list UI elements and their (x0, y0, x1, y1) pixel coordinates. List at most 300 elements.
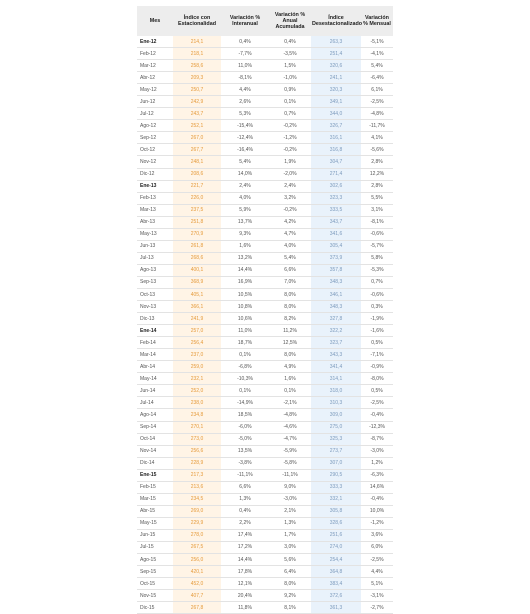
cell-variacion-acumulada: 0,4% (269, 36, 311, 48)
table-row (137, 469, 393, 481)
cell-variacion-interanual: 11,8% (221, 602, 269, 614)
cell-mes: May-12 (137, 84, 173, 96)
cell-indice-desestacionalizado: 373,9 (311, 252, 361, 264)
table-row (137, 84, 393, 96)
cell-variacion-acumulada: 8,0% (269, 349, 311, 361)
cell-variacion-interanual: 4,4% (221, 84, 269, 96)
cell-indice-estacionalidad: 268,6 (173, 252, 221, 264)
cell-indice-desestacionalizado: 271,4 (311, 168, 361, 180)
cell-variacion-mensual: 10,0% (361, 505, 393, 517)
cell-indice-estacionalidad: 218,1 (173, 48, 221, 60)
cell-indice-estacionalidad: 251,8 (173, 216, 221, 228)
cell-mes: Feb-14 (137, 337, 173, 349)
cell-indice-desestacionalizado: 290,5 (311, 469, 361, 481)
cell-indice-estacionalidad: 278,0 (173, 529, 221, 541)
cell-variacion-acumulada: -5,8% (269, 457, 311, 469)
cell-indice-desestacionalizado: 305,8 (311, 505, 361, 517)
cell-variacion-acumulada: -3,0% (269, 493, 311, 505)
cell-variacion-mensual: -1,2% (361, 517, 393, 529)
cell-indice-estacionalidad: 452,0 (173, 578, 221, 590)
cell-variacion-mensual: -3,1% (361, 590, 393, 602)
cell-mes: Feb-13 (137, 192, 173, 204)
cell-indice-desestacionalizado: 332,1 (311, 493, 361, 505)
cell-variacion-mensual: 14,6% (361, 481, 393, 493)
cell-variacion-acumulada: 1,9% (269, 156, 311, 168)
cell-indice-estacionalidad: 228,9 (173, 457, 221, 469)
cell-variacion-mensual: -2,5% (361, 397, 393, 409)
cell-mes: Ago-15 (137, 554, 173, 566)
cell-variacion-acumulada: 8,2% (269, 313, 311, 325)
cell-mes: Jun-13 (137, 240, 173, 252)
cell-mes: Ago-12 (137, 120, 173, 132)
cell-indice-desestacionalizado: 343,3 (311, 349, 361, 361)
cell-variacion-interanual: 1,6% (221, 240, 269, 252)
cell-indice-desestacionalizado: 348,3 (311, 276, 361, 288)
cell-mes: Dic-13 (137, 313, 173, 325)
cell-variacion-acumulada: -4,6% (269, 421, 311, 433)
cell-mes: Oct-15 (137, 578, 173, 590)
cell-variacion-interanual: -5,0% (221, 433, 269, 445)
table-row (137, 578, 393, 590)
cell-variacion-mensual: -0,6% (361, 288, 393, 300)
cell-mes: Oct-14 (137, 433, 173, 445)
cell-variacion-mensual: 5,4% (361, 60, 393, 72)
cell-variacion-acumulada: 2,1% (269, 505, 311, 517)
header-variacion-acumulada: Variación % Anual Acumulada (269, 6, 311, 36)
cell-indice-estacionalidad: 256,6 (173, 445, 221, 457)
cell-mes: Nov-12 (137, 156, 173, 168)
cell-variacion-interanual: 14,4% (221, 264, 269, 276)
cell-variacion-interanual: 9,3% (221, 228, 269, 240)
cell-indice-desestacionalizado: 341,6 (311, 228, 361, 240)
cell-variacion-interanual: 12,1% (221, 578, 269, 590)
cell-mes: May-14 (137, 373, 173, 385)
cell-variacion-acumulada: -2,0% (269, 168, 311, 180)
cell-indice-desestacionalizado: 341,4 (311, 361, 361, 373)
cell-variacion-acumulada: -4,8% (269, 409, 311, 421)
cell-indice-estacionalidad: 229,9 (173, 517, 221, 529)
table-row (137, 445, 393, 457)
header-variacion-interanual: Variación % Interanual (221, 6, 269, 36)
cell-indice-estacionalidad: 420,1 (173, 566, 221, 578)
cell-mes: Oct-13 (137, 288, 173, 300)
cell-variacion-interanual: -15,4% (221, 120, 269, 132)
table-row (137, 72, 393, 84)
cell-variacion-interanual: -14,9% (221, 397, 269, 409)
cell-variacion-mensual: -0,4% (361, 493, 393, 505)
cell-variacion-mensual: 6,0% (361, 541, 393, 553)
cell-variacion-acumulada: 0,1% (269, 385, 311, 397)
cell-indice-estacionalidad: 241,9 (173, 313, 221, 325)
cell-mes: Ene-15 (137, 469, 173, 481)
cell-mes: Nov-14 (137, 445, 173, 457)
cell-variacion-mensual: -6,4% (361, 72, 393, 84)
cell-variacion-mensual: 4,4% (361, 566, 393, 578)
cell-indice-desestacionalizado: 349,1 (311, 96, 361, 108)
cell-indice-estacionalidad: 267,8 (173, 602, 221, 614)
cell-indice-estacionalidad: 217,3 (173, 469, 221, 481)
cell-variacion-acumulada: 11,2% (269, 325, 311, 337)
cell-mes: May-15 (137, 517, 173, 529)
cell-indice-estacionalidad: 232,1 (173, 373, 221, 385)
cell-variacion-acumulada: -1,0% (269, 72, 311, 84)
cell-indice-desestacionalizado: 241,1 (311, 72, 361, 84)
cell-variacion-interanual: 18,7% (221, 337, 269, 349)
cell-variacion-interanual: 1,3% (221, 493, 269, 505)
cell-variacion-interanual: 10,5% (221, 288, 269, 300)
table-row (137, 481, 393, 493)
cell-variacion-mensual: 5,5% (361, 192, 393, 204)
cell-indice-estacionalidad: 234,8 (173, 409, 221, 421)
cell-variacion-interanual: 2,4% (221, 180, 269, 192)
cell-indice-estacionalidad: 237,5 (173, 204, 221, 216)
cell-indice-desestacionalizado: 254,4 (311, 554, 361, 566)
cell-mes: Jun-14 (137, 385, 173, 397)
table-row (137, 264, 393, 276)
table-row (137, 192, 393, 204)
cell-mes: Mar-15 (137, 493, 173, 505)
table-row (137, 156, 393, 168)
cell-variacion-acumulada: -3,5% (269, 48, 311, 60)
cell-variacion-mensual: 0,5% (361, 385, 393, 397)
cell-indice-desestacionalizado: 275,0 (311, 421, 361, 433)
cell-mes: Ene-13 (137, 180, 173, 192)
cell-variacion-interanual: -16,4% (221, 144, 269, 156)
cell-indice-desestacionalizado: 344,0 (311, 108, 361, 120)
cell-indice-desestacionalizado: 357,8 (311, 264, 361, 276)
table-row (137, 325, 393, 337)
table-row (137, 228, 393, 240)
cell-variacion-interanual: -6,8% (221, 361, 269, 373)
table-row (137, 288, 393, 300)
cell-mes: Jun-15 (137, 529, 173, 541)
cell-indice-estacionalidad: 243,7 (173, 108, 221, 120)
cell-indice-estacionalidad: 252,1 (173, 120, 221, 132)
cell-variacion-interanual: 13,7% (221, 216, 269, 228)
cell-variacion-acumulada: 5,6% (269, 554, 311, 566)
data-table-container (137, 6, 393, 614)
cell-indice-desestacionalizado: 322,2 (311, 325, 361, 337)
cell-variacion-mensual: 3,6% (361, 529, 393, 541)
cell-indice-estacionalidad: 270,1 (173, 421, 221, 433)
cell-variacion-interanual: 18,5% (221, 409, 269, 421)
cell-variacion-acumulada: 8,0% (269, 578, 311, 590)
header-row (137, 6, 393, 36)
cell-mes: Sep-14 (137, 421, 173, 433)
cell-variacion-mensual: 3,1% (361, 204, 393, 216)
header-indice-estacionalidad: Índice con Estacionalidad (173, 6, 221, 36)
cell-indice-desestacionalizado: 302,6 (311, 180, 361, 192)
cell-variacion-interanual: 5,9% (221, 204, 269, 216)
cell-indice-estacionalidad: 256,0 (173, 554, 221, 566)
cell-variacion-acumulada: 9,0% (269, 481, 311, 493)
cell-mes: Jul-15 (137, 541, 173, 553)
cell-variacion-mensual: -3,0% (361, 445, 393, 457)
cell-indice-estacionalidad: 259,0 (173, 361, 221, 373)
cell-variacion-mensual: -1,6% (361, 325, 393, 337)
indices-table (137, 6, 393, 614)
cell-mes: Sep-15 (137, 566, 173, 578)
cell-variacion-interanual: 10,8% (221, 301, 269, 313)
cell-indice-desestacionalizado: 361,3 (311, 602, 361, 614)
cell-indice-desestacionalizado: 263,3 (311, 36, 361, 48)
cell-variacion-mensual: -2,5% (361, 96, 393, 108)
cell-indice-desestacionalizado: 372,6 (311, 590, 361, 602)
table-row (137, 566, 393, 578)
cell-variacion-acumulada: 8,1% (269, 602, 311, 614)
cell-variacion-acumulada: -2,1% (269, 397, 311, 409)
cell-mes: Jul-13 (137, 252, 173, 264)
cell-variacion-interanual: -10,3% (221, 373, 269, 385)
cell-indice-desestacionalizado: 346,1 (311, 288, 361, 300)
cell-variacion-mensual: -1,9% (361, 313, 393, 325)
table-row (137, 517, 393, 529)
cell-indice-desestacionalizado: 305,4 (311, 240, 361, 252)
table-row (137, 313, 393, 325)
cell-variacion-mensual: -7,1% (361, 349, 393, 361)
cell-variacion-interanual: -12,4% (221, 132, 269, 144)
table-row (137, 240, 393, 252)
cell-variacion-acumulada: -11,1% (269, 469, 311, 481)
cell-variacion-interanual: 16,9% (221, 276, 269, 288)
cell-variacion-mensual: -8,0% (361, 373, 393, 385)
cell-indice-desestacionalizado: 333,3 (311, 481, 361, 493)
table-body (137, 36, 393, 614)
cell-variacion-interanual: 17,2% (221, 541, 269, 553)
cell-variacion-mensual: -2,5% (361, 554, 393, 566)
table-row (137, 433, 393, 445)
cell-mes: Nov-13 (137, 301, 173, 313)
cell-variacion-mensual: 2,8% (361, 156, 393, 168)
cell-indice-estacionalidad: 267,5 (173, 541, 221, 553)
cell-indice-estacionalidad: 258,6 (173, 60, 221, 72)
cell-indice-desestacionalizado: 348,3 (311, 301, 361, 313)
cell-variacion-acumulada: 3,2% (269, 192, 311, 204)
cell-indice-estacionalidad: 269,0 (173, 505, 221, 517)
cell-variacion-mensual: -5,7% (361, 240, 393, 252)
cell-variacion-acumulada: 1,5% (269, 60, 311, 72)
cell-indice-desestacionalizado: 251,6 (311, 529, 361, 541)
cell-indice-desestacionalizado: 274,0 (311, 541, 361, 553)
cell-variacion-interanual: -3,8% (221, 457, 269, 469)
cell-indice-estacionalidad: 214,1 (173, 36, 221, 48)
cell-mes: Abr-12 (137, 72, 173, 84)
cell-mes: Sep-12 (137, 132, 173, 144)
cell-variacion-acumulada: 6,4% (269, 566, 311, 578)
cell-indice-estacionalidad: 407,7 (173, 590, 221, 602)
cell-mes: Abr-13 (137, 216, 173, 228)
cell-mes: Jul-12 (137, 108, 173, 120)
cell-indice-estacionalidad: 248,1 (173, 156, 221, 168)
cell-variacion-interanual: 5,4% (221, 156, 269, 168)
cell-variacion-acumulada: 0,9% (269, 84, 311, 96)
cell-variacion-mensual: 2,8% (361, 180, 393, 192)
table-row (137, 252, 393, 264)
cell-indice-estacionalidad: 267,0 (173, 132, 221, 144)
cell-variacion-mensual: -4,8% (361, 108, 393, 120)
table-row (137, 144, 393, 156)
cell-variacion-acumulada: -5,9% (269, 445, 311, 457)
cell-indice-desestacionalizado: 320,6 (311, 60, 361, 72)
table-header (137, 6, 393, 36)
table-row (137, 397, 393, 409)
cell-variacion-mensual: 1,2% (361, 457, 393, 469)
table-row (137, 36, 393, 48)
cell-indice-estacionalidad: 368,9 (173, 276, 221, 288)
header-indice-desestacionalizado: Índice Desestacionalizado (311, 6, 361, 36)
table-row (137, 373, 393, 385)
cell-variacion-interanual: 14,0% (221, 168, 269, 180)
cell-variacion-acumulada: 1,7% (269, 529, 311, 541)
cell-variacion-mensual: 4,1% (361, 132, 393, 144)
cell-indice-estacionalidad: 267,7 (173, 144, 221, 156)
table-row (137, 385, 393, 397)
cell-variacion-interanual: -7,7% (221, 48, 269, 60)
cell-indice-desestacionalizado: 314,1 (311, 373, 361, 385)
cell-indice-estacionalidad: 366,1 (173, 301, 221, 313)
table-row (137, 301, 393, 313)
cell-variacion-interanual: -11,1% (221, 469, 269, 481)
cell-indice-estacionalidad: 208,6 (173, 168, 221, 180)
cell-variacion-mensual: -8,1% (361, 216, 393, 228)
cell-variacion-acumulada: -1,2% (269, 132, 311, 144)
cell-variacion-acumulada: 4,9% (269, 361, 311, 373)
cell-mes: Abr-15 (137, 505, 173, 517)
cell-indice-desestacionalizado: 364,8 (311, 566, 361, 578)
cell-variacion-acumulada: 4,2% (269, 216, 311, 228)
table-row (137, 216, 393, 228)
cell-indice-desestacionalizado: 316,8 (311, 144, 361, 156)
cell-variacion-acumulada: 9,2% (269, 590, 311, 602)
cell-variacion-acumulada: 8,0% (269, 288, 311, 300)
cell-mes: Mar-14 (137, 349, 173, 361)
cell-mes: Mar-12 (137, 60, 173, 72)
cell-variacion-acumulada: 4,0% (269, 240, 311, 252)
cell-variacion-acumulada: -0,2% (269, 120, 311, 132)
cell-variacion-acumulada: 7,0% (269, 276, 311, 288)
cell-variacion-interanual: 6,6% (221, 481, 269, 493)
cell-mes: Mar-13 (137, 204, 173, 216)
cell-variacion-mensual: -5,3% (361, 264, 393, 276)
cell-indice-estacionalidad: 213,6 (173, 481, 221, 493)
cell-indice-estacionalidad: 238,0 (173, 397, 221, 409)
cell-mes: Sep-13 (137, 276, 173, 288)
cell-mes: Nov-15 (137, 590, 173, 602)
cell-variacion-acumulada: 0,7% (269, 108, 311, 120)
cell-variacion-mensual: -0,6% (361, 228, 393, 240)
cell-indice-desestacionalizado: 316,1 (311, 132, 361, 144)
header-mes: Mes (137, 6, 173, 36)
cell-variacion-acumulada: 0,1% (269, 96, 311, 108)
cell-indice-estacionalidad: 257,0 (173, 325, 221, 337)
cell-indice-estacionalidad: 252,0 (173, 385, 221, 397)
cell-variacion-interanual: 0,1% (221, 385, 269, 397)
cell-indice-desestacionalizado: 328,6 (311, 517, 361, 529)
header-variacion-mensual: Variación % Mensual (361, 6, 393, 36)
cell-variacion-acumulada: -4,7% (269, 433, 311, 445)
cell-variacion-interanual: 0,1% (221, 349, 269, 361)
cell-indice-desestacionalizado: 307,0 (311, 457, 361, 469)
cell-variacion-interanual: 2,2% (221, 517, 269, 529)
cell-variacion-interanual: 17,8% (221, 566, 269, 578)
cell-indice-desestacionalizado: 327,8 (311, 313, 361, 325)
cell-variacion-mensual: -8,7% (361, 433, 393, 445)
cell-variacion-interanual: 13,5% (221, 445, 269, 457)
cell-variacion-mensual: -0,9% (361, 361, 393, 373)
cell-variacion-interanual: 14,4% (221, 554, 269, 566)
cell-indice-estacionalidad: 221,7 (173, 180, 221, 192)
cell-indice-estacionalidad: 261,8 (173, 240, 221, 252)
table-row (137, 493, 393, 505)
cell-indice-desestacionalizado: 318,0 (311, 385, 361, 397)
cell-mes: Dic-14 (137, 457, 173, 469)
cell-indice-desestacionalizado: 333,5 (311, 204, 361, 216)
cell-indice-desestacionalizado: 326,7 (311, 120, 361, 132)
cell-variacion-interanual: -8,1% (221, 72, 269, 84)
cell-variacion-mensual: 12,2% (361, 168, 393, 180)
cell-mes: Oct-12 (137, 144, 173, 156)
cell-indice-desestacionalizado: 310,3 (311, 397, 361, 409)
table-row (137, 529, 393, 541)
cell-variacion-acumulada: 4,7% (269, 228, 311, 240)
cell-indice-estacionalidad: 400,1 (173, 264, 221, 276)
table-row (137, 168, 393, 180)
cell-variacion-mensual: -5,6% (361, 144, 393, 156)
cell-variacion-mensual: 0,7% (361, 276, 393, 288)
cell-variacion-acumulada: 5,4% (269, 252, 311, 264)
cell-indice-desestacionalizado: 323,7 (311, 337, 361, 349)
cell-variacion-mensual: 5,1% (361, 578, 393, 590)
table-row (137, 180, 393, 192)
cell-variacion-interanual: 2,6% (221, 96, 269, 108)
cell-mes: Ene-12 (137, 36, 173, 48)
cell-mes: Dic-12 (137, 168, 173, 180)
cell-variacion-interanual: 10,6% (221, 313, 269, 325)
cell-variacion-mensual: 0,5% (361, 337, 393, 349)
cell-indice-desestacionalizado: 323,3 (311, 192, 361, 204)
cell-indice-desestacionalizado: 309,0 (311, 409, 361, 421)
table-row (137, 361, 393, 373)
cell-variacion-acumulada: 6,6% (269, 264, 311, 276)
cell-variacion-interanual: 0,4% (221, 36, 269, 48)
cell-variacion-mensual: -0,4% (361, 409, 393, 421)
cell-indice-desestacionalizado: 320,3 (311, 84, 361, 96)
cell-variacion-interanual: 11,0% (221, 325, 269, 337)
cell-variacion-mensual: -4,1% (361, 48, 393, 60)
cell-variacion-mensual: -11,7% (361, 120, 393, 132)
cell-indice-estacionalidad: 273,0 (173, 433, 221, 445)
table-row (137, 60, 393, 72)
cell-indice-estacionalidad: 405,1 (173, 288, 221, 300)
cell-mes: Feb-12 (137, 48, 173, 60)
table-row (137, 421, 393, 433)
cell-variacion-mensual: 0,3% (361, 301, 393, 313)
table-row (137, 48, 393, 60)
table-row (137, 108, 393, 120)
cell-variacion-mensual: -2,7% (361, 602, 393, 614)
cell-variacion-acumulada: -0,2% (269, 144, 311, 156)
cell-indice-desestacionalizado: 251,4 (311, 48, 361, 60)
cell-indice-desestacionalizado: 304,7 (311, 156, 361, 168)
cell-variacion-acumulada: 1,6% (269, 373, 311, 385)
cell-indice-estacionalidad: 256,4 (173, 337, 221, 349)
cell-indice-desestacionalizado: 273,7 (311, 445, 361, 457)
table-row (137, 554, 393, 566)
cell-indice-desestacionalizado: 383,4 (311, 578, 361, 590)
cell-variacion-mensual: 5,8% (361, 252, 393, 264)
cell-variacion-interanual: 0,4% (221, 505, 269, 517)
cell-mes: May-13 (137, 228, 173, 240)
